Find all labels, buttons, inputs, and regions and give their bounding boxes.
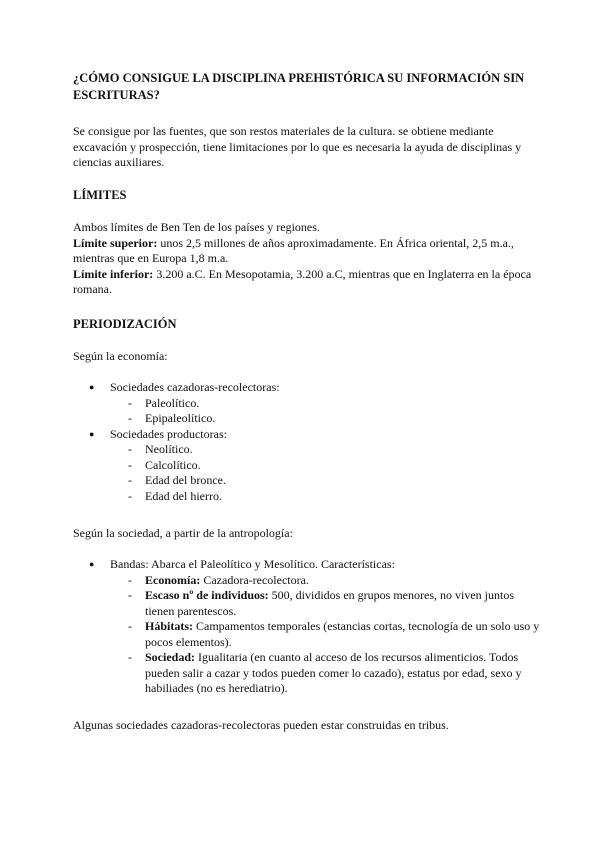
dash-icon: - xyxy=(128,395,132,410)
sublist xyxy=(110,573,543,697)
intro-paragraph: Se consigue por las fuentes, que son restos materiales de la cultura. se obtiene mediante excavación y prospección, tiene limitaciones por lo que es necesaria la ayuda de disciplinas y ciencias auxiliares. xyxy=(73,124,522,169)
dash-icon: - xyxy=(128,588,132,602)
bullet-icon: ● xyxy=(89,428,95,439)
characteristic-key: Sociedad: xyxy=(145,650,196,664)
limite-inferior-paragraph xyxy=(73,267,543,298)
dash-icon: - xyxy=(128,411,132,425)
limite-inferior-label: Límite inferior: xyxy=(73,266,154,281)
economia-group-label: Sociedades cazadoras-recolectoras: xyxy=(110,380,280,394)
periodizacion-heading: PERIODIZACIÓN xyxy=(73,317,177,331)
page-title: ¿CÓMO CONSIGUE LA DISCIPLINA PREHISTÓRICA SU INFORMACIÓN SIN ESCRITURAS? xyxy=(73,71,525,102)
list-item xyxy=(110,473,543,489)
economia-list-wrap xyxy=(73,380,543,504)
dash-icon: - xyxy=(128,457,132,472)
limite-inferior-text: 3.200 a.C. En Mesopotamia, 3.200 a.C, mientras que en Inglaterra en la época romana. xyxy=(73,266,532,296)
economia-list xyxy=(73,380,543,504)
list-item xyxy=(110,411,543,427)
characteristic-key: Economía: xyxy=(145,572,201,587)
list-item xyxy=(110,489,543,505)
sublist xyxy=(110,442,543,504)
characteristic-text: Campamentos temporales (estancias cortas, tecnología de un solo uso y pocos elementos). xyxy=(145,619,540,649)
dash-icon: - xyxy=(128,650,132,664)
list-item-text: Paleolítico. xyxy=(145,395,200,410)
list-item xyxy=(110,650,543,697)
list-item xyxy=(110,442,543,458)
sociedad-label: Según la sociedad, a partir de la antropología: xyxy=(73,526,293,540)
dash-icon: - xyxy=(128,473,132,487)
dash-icon: - xyxy=(128,488,132,503)
limite-superior-paragraph xyxy=(73,236,543,267)
dash-icon: - xyxy=(128,442,132,456)
bandas-label: Bandas: Abarca el Paleolítico y Mesolítico. Características: xyxy=(110,557,395,571)
characteristic-text: Igualitaria (en cuanto al acceso de los recursos alimenticios. Todos pueden salir a cazar y todos pueden comer lo cazado), estatus por edad, sexo y habiliades (no es herediatrio). xyxy=(145,650,522,695)
list-item xyxy=(73,380,543,427)
bandas-list-wrap xyxy=(73,557,543,697)
bandas-list xyxy=(73,557,543,697)
characteristic-key: Hábitats: xyxy=(145,619,193,633)
bullet-icon: ● xyxy=(89,382,95,392)
list-item xyxy=(73,557,543,697)
list-item xyxy=(110,573,543,589)
list-item-text: Neolítico. xyxy=(145,442,193,456)
dash-icon: - xyxy=(128,619,132,633)
economia-group-label: Sociedades productoras: xyxy=(110,426,227,441)
list-item xyxy=(110,458,543,474)
sublist xyxy=(110,396,543,427)
characteristic-text: 500, divididos en grupos menores, no viven juntos tienen parentescos. xyxy=(145,588,514,618)
limite-superior-text: unos 2,5 millones de años aproximadamente. En África oriental, 2,5 m.a., mientras que en Europa 1,8 m.a. xyxy=(73,235,514,265)
list-item xyxy=(110,619,543,650)
bullet-icon: ● xyxy=(89,559,95,569)
list-item-text: Epipaleolítico. xyxy=(145,411,216,425)
list-item xyxy=(73,427,543,505)
dash-icon: - xyxy=(128,572,132,587)
list-item xyxy=(110,396,543,412)
limites-section xyxy=(73,220,543,298)
limite-superior-label: Límite superior: xyxy=(73,235,158,250)
economia-label: Según la economía: xyxy=(73,349,168,363)
limites-intro-line: Ambos límites de Ben Ten de los países y regiones. xyxy=(73,220,320,234)
list-item-text: Edad del bronce. xyxy=(145,473,226,487)
limites-heading: LÍMITES xyxy=(73,188,127,202)
list-item-text: Edad del hierro. xyxy=(145,488,222,503)
list-item-text: Calcolítico. xyxy=(145,457,201,472)
closing-paragraph: Algunas sociedades cazadoras-recolectoras pueden estar construidas en tribus. xyxy=(73,718,449,732)
list-item xyxy=(110,588,543,619)
characteristic-key: Escaso nº de individuos: xyxy=(145,588,269,602)
characteristic-text: Cazadora-recolectora. xyxy=(200,572,309,587)
